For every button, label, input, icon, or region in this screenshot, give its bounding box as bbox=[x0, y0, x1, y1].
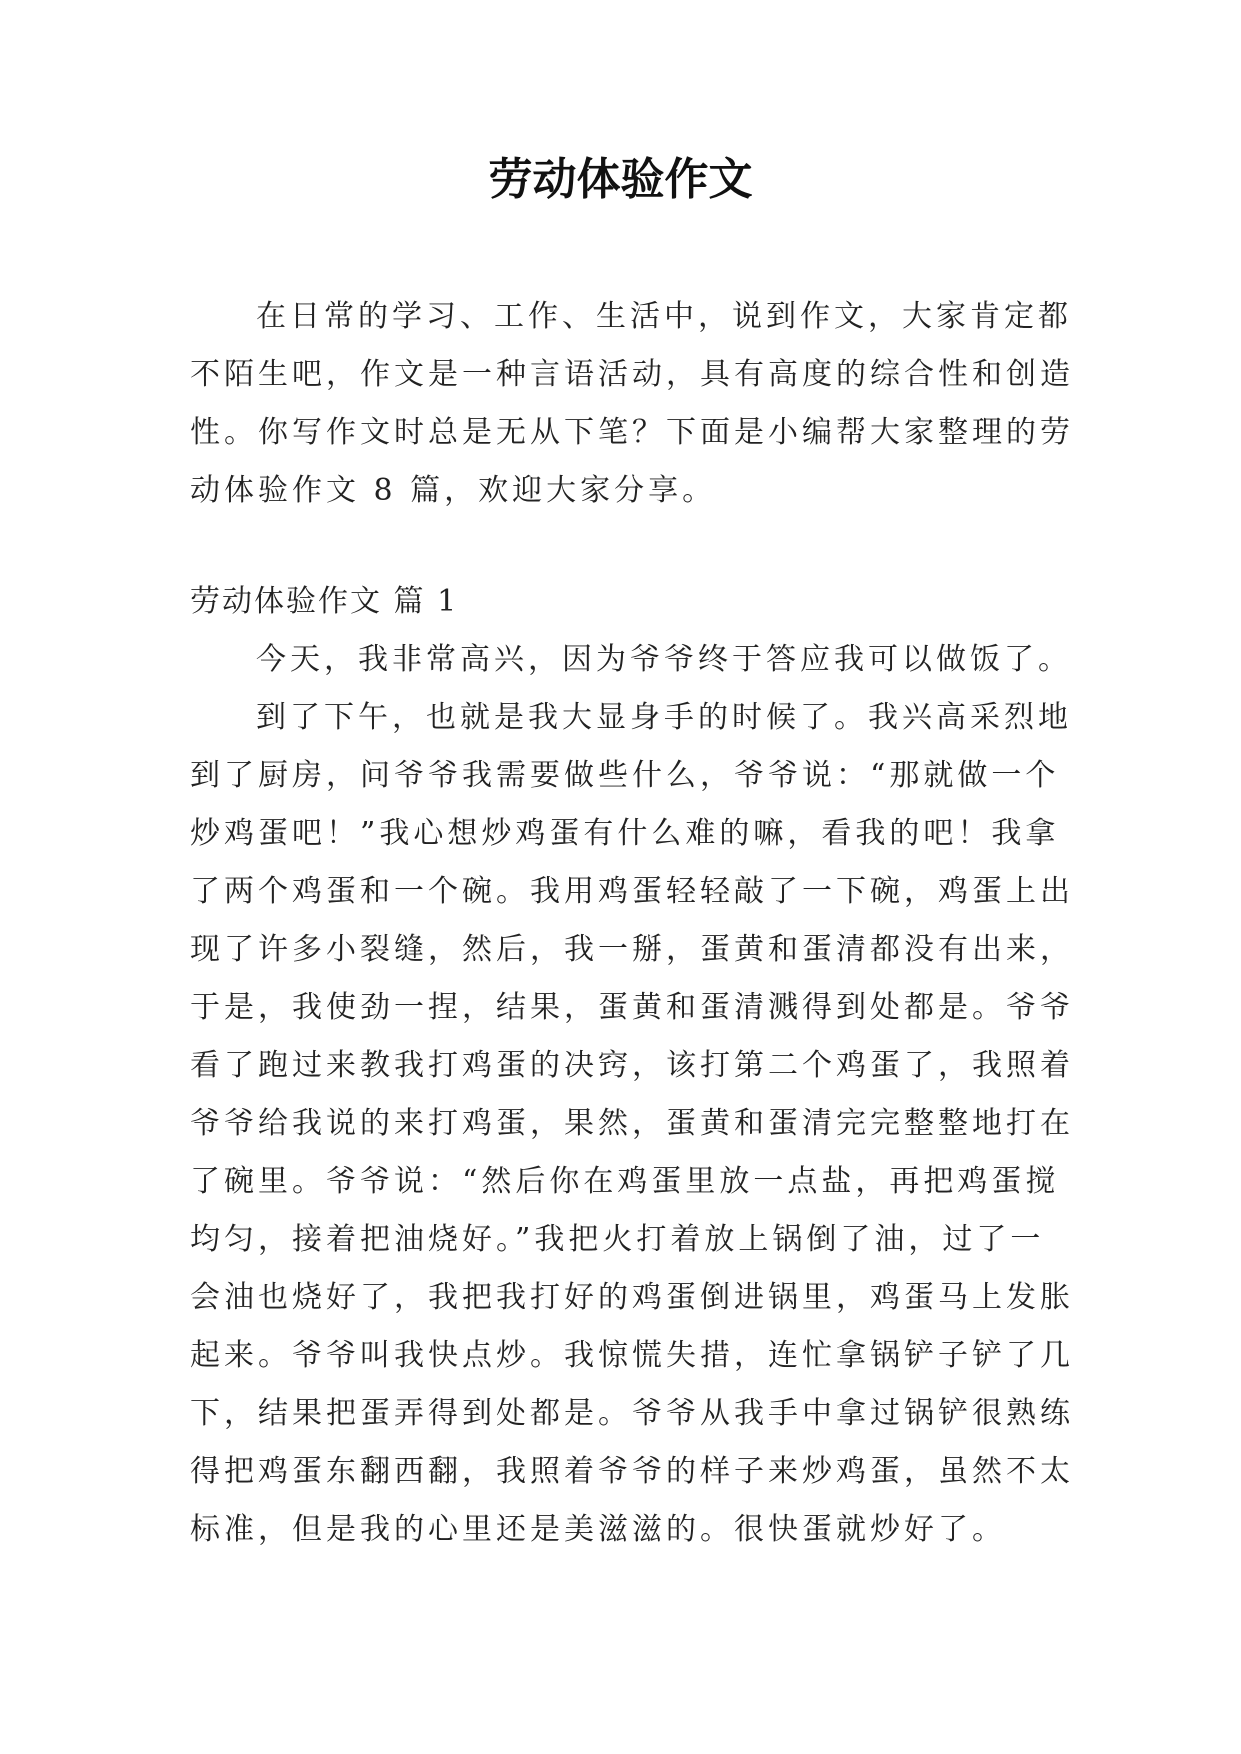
intro-line: 动体验作文 8 篇，欢迎大家分享。 bbox=[190, 473, 717, 508]
document-title: 劳动体验作文 bbox=[488, 154, 753, 205]
section-heading-text: 劳动体验作文 篇 1 bbox=[190, 584, 459, 619]
body-line: 到了下午，也就是我大显身手的时候了。我兴高采烈地 bbox=[256, 700, 1072, 735]
body-line: 今天，我非常高兴，因为爷爷终于答应我可以做饭了。 bbox=[256, 642, 1072, 677]
body-line: 均匀，接着把油烧好。”我把火打着放上锅倒了油，过了一 bbox=[190, 1222, 1045, 1257]
body-line: 于是，我使劲一捏，结果，蛋黄和蛋清溅得到处都是。爷爷 bbox=[190, 990, 1074, 1025]
body-line: 爷爷给我说的来打鸡蛋，果然，蛋黄和蛋清完完整整地打在 bbox=[190, 1106, 1074, 1141]
body-line: 现了许多小裂缝，然后，我一掰，蛋黄和蛋清都没有出来， bbox=[190, 932, 1074, 967]
intro-line: 不陌生吧，作文是一种言语活动，具有高度的综合性和创造 bbox=[190, 357, 1074, 392]
intro-line: 在日常的学习、工作、生活中，说到作文，大家肯定都 bbox=[256, 299, 1072, 334]
section-heading bbox=[190, 573, 1050, 631]
intro-paragraph bbox=[190, 288, 1074, 520]
body-line: 了两个鸡蛋和一个碗。我用鸡蛋轻轻敲了一下碗，鸡蛋上出 bbox=[190, 874, 1074, 909]
body-line: 下，结果把蛋弄得到处都是。爷爷从我手中拿过锅铲很熟练 bbox=[190, 1396, 1074, 1431]
essay-body bbox=[190, 631, 1074, 1559]
body-line: 标准，但是我的心里还是美滋滋的。很快蛋就炒好了。 bbox=[190, 1512, 1006, 1547]
intro-line: 性。你写作文时总是无从下笔？下面是小编帮大家整理的劳 bbox=[190, 415, 1074, 450]
body-line: 到了厨房，问爷爷我需要做些什么，爷爷说：“那就做一个 bbox=[190, 758, 1060, 793]
body-line: 看了跑过来教我打鸡蛋的决窍，该打第二个鸡蛋了，我照着 bbox=[190, 1048, 1074, 1083]
body-line: 起来。爷爷叫我快点炒。我惊慌失措，连忙拿锅铲子铲了几 bbox=[190, 1338, 1074, 1373]
body-line: 炒鸡蛋吧！”我心想炒鸡蛋有什么难的嘛，看我的吧！我拿 bbox=[190, 816, 1060, 851]
body-line: 了碗里。爷爷说：“然后你在鸡蛋里放一点盐，再把鸡蛋搅 bbox=[190, 1164, 1060, 1199]
body-line: 得把鸡蛋东翻西翻，我照着爷爷的样子来炒鸡蛋，虽然不太 bbox=[190, 1454, 1074, 1489]
body-line: 会油也烧好了，我把我打好的鸡蛋倒进锅里，鸡蛋马上发胀 bbox=[190, 1280, 1074, 1315]
